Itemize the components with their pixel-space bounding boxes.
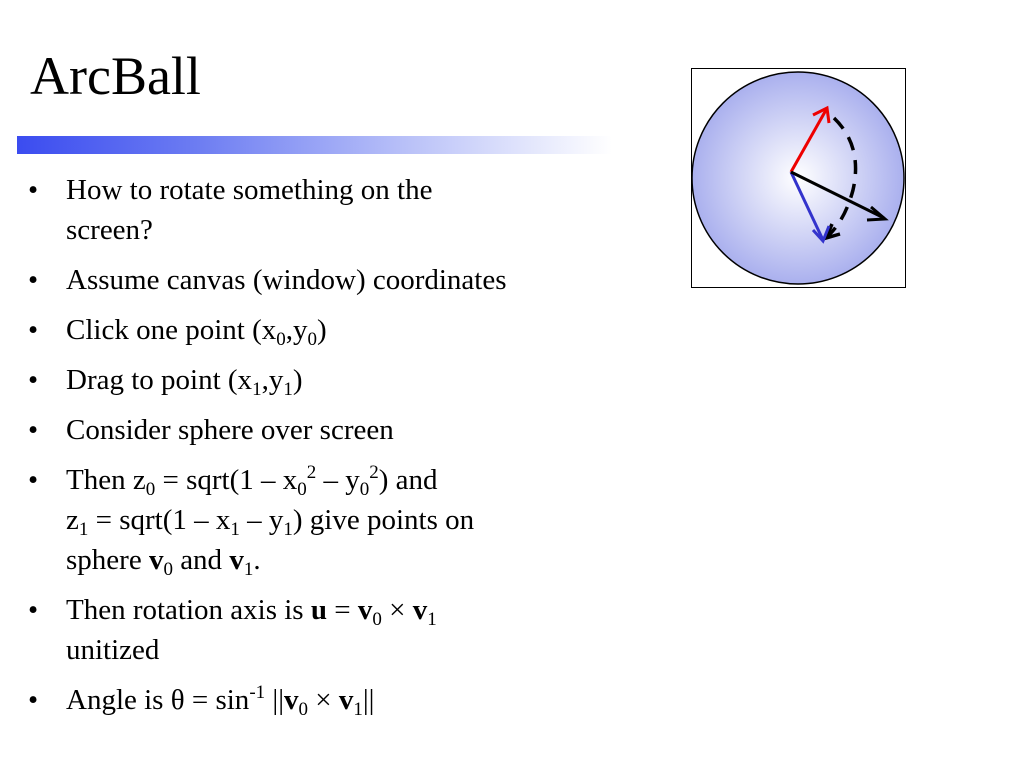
bullet-item: • How to rotate something on the screen? [28, 170, 628, 250]
bullet-item: • Assume canvas (window) coordinates [28, 260, 628, 300]
bullet-item: • Then $z_0$ = sqrt(1 – $x_0^2 - y_0^2$) and $z_1$ = sqrt(1 – $x_1 - y_1$) give points on sphere $v_0$ and $v_1$. [28, 462, 475, 580]
bullet-marker: • [28, 174, 39, 206]
sphere [692, 72, 904, 284]
bullet-item: • Angle is $\theta = \sin^{-1} ||v_0 \times v_1||$ [28, 682, 375, 720]
bullet-marker: • [28, 594, 39, 626]
bullet-list [28, 170, 628, 730]
bullet-marker: • [28, 414, 39, 446]
bullet-marker: • [28, 464, 39, 496]
bullet-marker: • [28, 264, 39, 296]
slide-title: ArcBall [30, 46, 201, 106]
title-gradient-bar [17, 136, 612, 154]
bullet-marker: • [28, 314, 39, 346]
bullet-marker: • [28, 364, 39, 396]
arcball-diagram [691, 68, 906, 288]
bullet-item: • Drag to point $(x_1,y_1)$ [28, 360, 628, 400]
bullet-marker: • [28, 684, 39, 716]
bullet-item: • Click one point $(x_0,y_0)$ [28, 310, 628, 350]
bullet-item: • Then rotation axis is $u = v_0 \times v_1$ unitized [28, 590, 628, 670]
bullet-item: • Consider sphere over screen [28, 410, 628, 450]
